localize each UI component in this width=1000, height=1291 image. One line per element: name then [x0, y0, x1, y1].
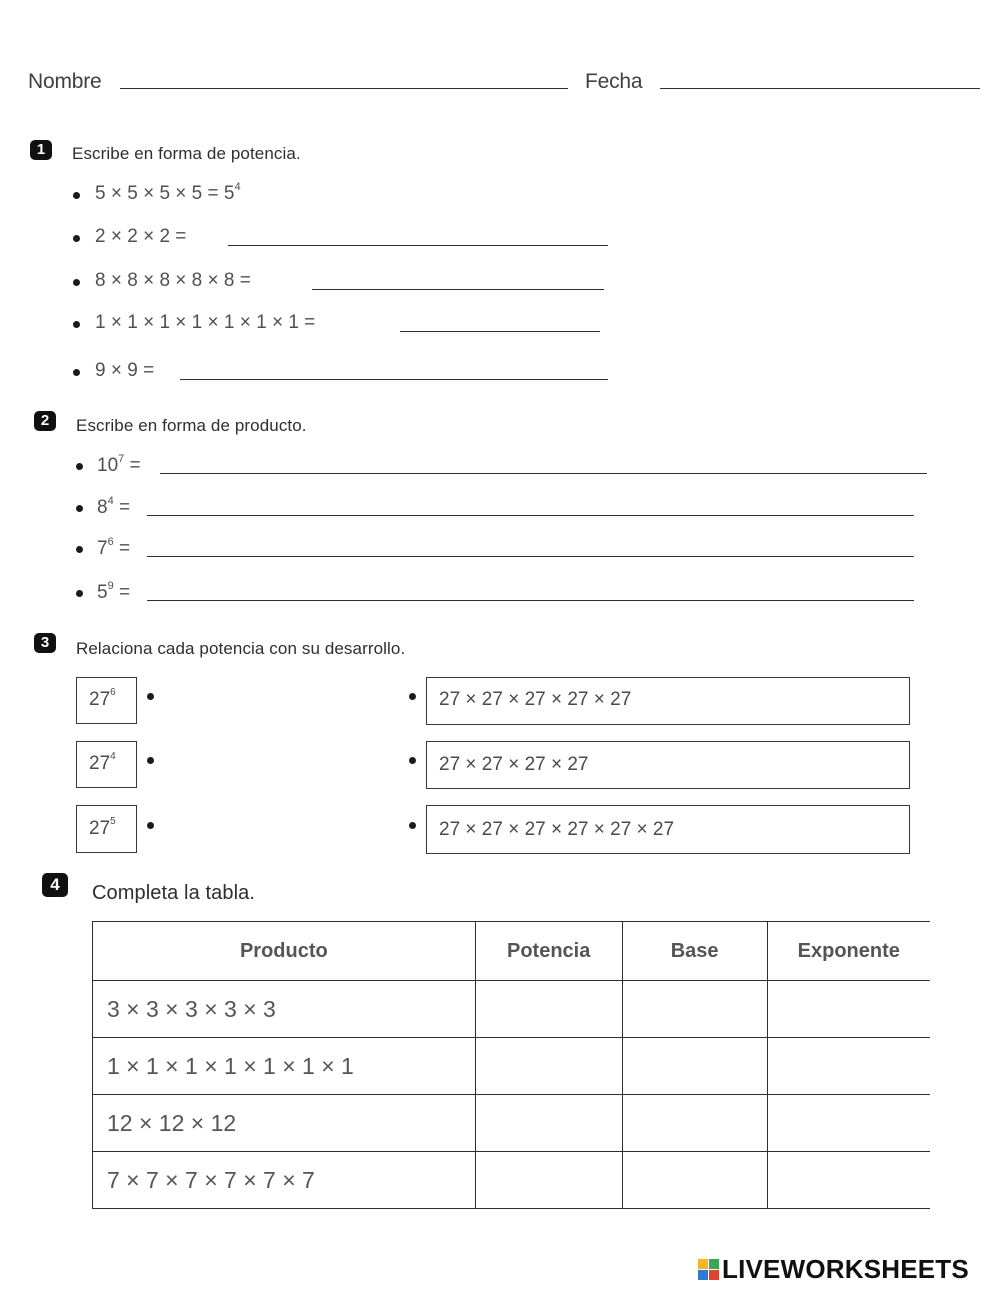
header-potencia: Potencia [475, 922, 622, 981]
match-dot-left-1[interactable] [147, 693, 154, 700]
exponente-input[interactable] [767, 1152, 930, 1209]
ex1-answer-5[interactable] [180, 379, 608, 380]
ex2-item-4: $5^9$ = [97, 580, 131, 603]
bullet-icon [76, 590, 83, 597]
exercise-1-instruction: Escribe en forma de potencia. [72, 144, 301, 163]
table-row [93, 1095, 931, 1152]
header-base: Base [622, 922, 767, 981]
power-box-3[interactable]: $27^5$ [76, 805, 137, 853]
ex1-item-1: $5 \times 5 \times 5 \times 5 = 5^4$ [95, 181, 241, 204]
exercise-4-badge: 4 [42, 873, 68, 897]
ex2-answer-2[interactable] [147, 515, 914, 516]
potencia-input[interactable] [475, 981, 622, 1038]
liveworksheets-logo-icon [698, 1256, 720, 1284]
ex1-answer-4[interactable] [400, 331, 600, 332]
exercise-2-instruction: Escribe en forma de producto. [76, 416, 307, 435]
bullet-icon [76, 505, 83, 512]
bullet-icon [73, 279, 80, 286]
product-cell: 1 × 1 × 1 × 1 × 1 × 1 × 1 [93, 1038, 476, 1095]
ex1-item-3: 8 × 8 × 8 × 8 × 8 = [95, 270, 251, 291]
match-dot-right-1[interactable] [409, 693, 416, 700]
product-cell: 3 × 3 × 3 × 3 × 3 [93, 981, 476, 1038]
table-row [93, 981, 931, 1038]
exercise-3-instruction: Relaciona cada potencia con su desarrollo. [76, 639, 406, 658]
ex2-answer-3[interactable] [147, 556, 914, 557]
ex2-answer-4[interactable] [147, 600, 914, 601]
ex1-answer-3[interactable] [312, 289, 604, 290]
ex2-item-3: $7^6$ = [97, 536, 131, 559]
exponente-input[interactable] [767, 1095, 930, 1152]
name-label: Nombre [28, 70, 102, 93]
table-row [93, 1152, 931, 1209]
ex1-item-2: 2 × 2 × 2 = [95, 226, 187, 247]
base-input[interactable] [622, 1038, 767, 1095]
bullet-icon [76, 546, 83, 553]
expansion-box-1[interactable]: 27 × 27 × 27 × 27 × 27 [426, 677, 910, 725]
potencia-input[interactable] [475, 1038, 622, 1095]
name-field[interactable] [120, 88, 568, 89]
power-box-1[interactable]: $27^6$ [76, 677, 137, 724]
powers-table [92, 921, 930, 1209]
bullet-icon [73, 235, 80, 242]
exercise-1-badge: 1 [30, 140, 52, 160]
liveworksheets-logo-text: LIVEWORKSHEETS [722, 1254, 969, 1284]
product-cell: 7 × 7 × 7 × 7 × 7 × 7 [93, 1152, 476, 1209]
match-dot-right-3[interactable] [409, 822, 416, 829]
ex1-item-4: 1 × 1 × 1 × 1 × 1 × 1 × 1 = [95, 312, 316, 333]
match-dot-left-3[interactable] [147, 822, 154, 829]
bullet-icon [76, 463, 83, 470]
bullet-icon [73, 192, 80, 199]
power-box-2[interactable]: $27^4$ [76, 741, 137, 788]
base-input[interactable] [622, 981, 767, 1038]
match-dot-right-2[interactable] [409, 757, 416, 764]
ex1-item-5: 9 × 9 = [95, 360, 155, 381]
header-exponente: Exponente [767, 922, 930, 981]
product-cell: 12 × 12 × 12 [93, 1095, 476, 1152]
date-label: Fecha [585, 70, 643, 93]
table-header-row [93, 922, 931, 981]
exercise-4-instruction: Completa la tabla. [92, 882, 256, 904]
exponente-input[interactable] [767, 981, 930, 1038]
base-input[interactable] [622, 1095, 767, 1152]
ex2-item-1: $10^7$ = [97, 453, 141, 476]
expansion-box-3[interactable]: 27 × 27 × 27 × 27 × 27 × 27 [426, 805, 910, 854]
ex1-answer-2[interactable] [228, 245, 608, 246]
table-row [93, 1038, 931, 1095]
exercise-3-badge: 3 [34, 633, 56, 653]
ex2-answer-1[interactable] [160, 473, 927, 474]
base-input[interactable] [622, 1152, 767, 1209]
exercise-2-badge: 2 [34, 411, 56, 431]
bullet-icon [73, 369, 80, 376]
date-field[interactable] [660, 88, 980, 89]
potencia-input[interactable] [475, 1095, 622, 1152]
bullet-icon [73, 321, 80, 328]
potencia-input[interactable] [475, 1152, 622, 1209]
exponente-input[interactable] [767, 1038, 930, 1095]
ex2-item-2: $8^4$ = [97, 495, 131, 518]
match-dot-left-2[interactable] [147, 757, 154, 764]
header-producto: Producto [93, 922, 476, 981]
expansion-box-2[interactable]: 27 × 27 × 27 × 27 [426, 741, 910, 789]
